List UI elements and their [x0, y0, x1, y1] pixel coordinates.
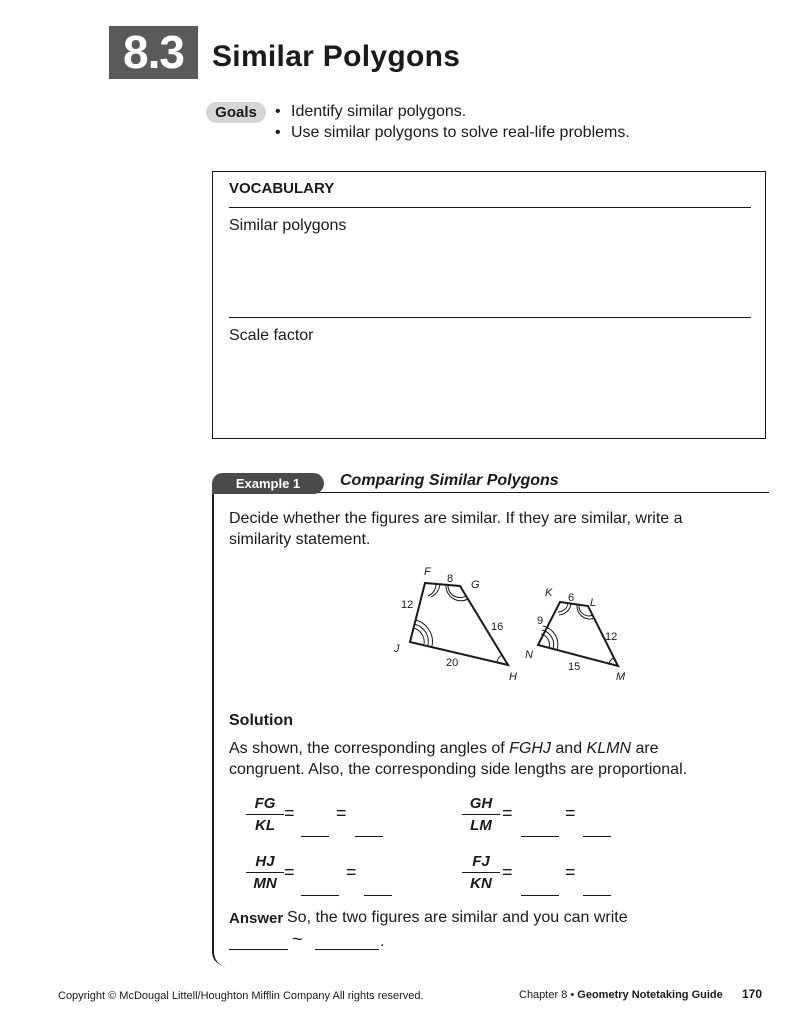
- vocab-term: Similar polygons: [229, 217, 347, 234]
- goal-item: • Identify similar polygons.: [275, 103, 467, 120]
- ratio-denominator: LM: [470, 817, 492, 834]
- side-label-fg: 8: [447, 573, 454, 585]
- solution-text-part: and: [550, 740, 587, 757]
- equals-sign: =: [284, 803, 295, 823]
- chapter-text: Chapter 8 •: [519, 989, 578, 1001]
- answer-blank: [583, 895, 611, 896]
- goals-label: Goals: [206, 102, 266, 123]
- solution-text: [229, 738, 759, 780]
- side-label-hj: 20: [446, 657, 459, 669]
- goal-text: Identify similar polygons.: [291, 103, 467, 120]
- answer-blank: [521, 895, 559, 896]
- ratio-numerator: HJ: [246, 853, 284, 873]
- answer-blank: [315, 949, 379, 950]
- section-number: 8.3: [109, 26, 198, 79]
- solution-text-part: As shown, the corresponding angles of: [229, 740, 510, 757]
- example-prompt: [229, 508, 759, 550]
- answer-blank: [364, 895, 392, 896]
- vertex-label-m: M: [616, 671, 626, 683]
- ratio-numerator: GH: [462, 795, 500, 815]
- example-bracket: [212, 476, 226, 966]
- angle-mark-j: [414, 624, 428, 645]
- angle-mark-j: [413, 628, 424, 644]
- equals-sign: =: [284, 862, 295, 882]
- side-label-mn: 15: [568, 661, 581, 673]
- divider: [229, 207, 751, 208]
- side-label-kl: 6: [568, 592, 575, 604]
- similar-polygons-figure: [390, 560, 640, 690]
- side-label-fj: 12: [401, 599, 414, 611]
- solution-heading: Solution: [229, 712, 293, 729]
- answer-blank: [583, 836, 611, 837]
- vertex-label-l: L: [590, 597, 597, 609]
- ratio-fj-kn: [462, 853, 500, 892]
- answer-period: .: [380, 933, 385, 950]
- similar-symbol: ~: [292, 929, 303, 949]
- vertex-label-k: K: [545, 587, 553, 599]
- equals-sign: =: [336, 803, 347, 823]
- answer-label: Answer: [229, 910, 284, 927]
- answer-blank: [521, 836, 559, 837]
- side-label-lm: 12: [605, 631, 618, 643]
- solution-text-part: are: [631, 740, 659, 757]
- answer-blank: [229, 949, 288, 950]
- ratio-hj-mn: [246, 853, 284, 892]
- equals-sign: =: [346, 862, 357, 882]
- example-title: Comparing Similar Polygons: [340, 472, 559, 489]
- ratio-fg-kl: [246, 795, 284, 834]
- ratio-denominator: MN: [253, 875, 277, 892]
- goal-item: • Use similar polygons to solve real-life problems.: [275, 124, 630, 141]
- ratio-denominator: KN: [470, 875, 492, 892]
- vocab-term: Scale factor: [229, 327, 314, 344]
- equals-sign: =: [502, 803, 513, 823]
- answer-blank: [301, 836, 329, 837]
- equals-sign: =: [502, 862, 513, 882]
- side-label-kn: 9: [537, 615, 544, 627]
- footer-chapter: [519, 989, 723, 1001]
- ratio-numerator: FG: [246, 795, 284, 815]
- equals-sign: =: [565, 803, 576, 823]
- copyright-text: Copyright © McDougal Littell/Houghton Mifflin Company All rights reserved.: [58, 990, 424, 1002]
- polygon-name: FGHJ: [509, 740, 551, 757]
- vertex-label-g: G: [471, 579, 480, 591]
- polygon-name: KLMN: [586, 740, 631, 757]
- prompt-line: similarity statement.: [229, 531, 371, 548]
- page-title: Similar Polygons: [212, 40, 461, 73]
- ratio-gh-lm: [462, 795, 500, 834]
- vertex-label-f: F: [424, 566, 431, 578]
- ratio-denominator: KL: [255, 817, 275, 834]
- ratio-numerator: FJ: [462, 853, 500, 873]
- side-label-gh: 16: [491, 621, 504, 633]
- divider: [229, 317, 751, 318]
- vocabulary-box: [212, 171, 766, 439]
- vertex-label-n: N: [525, 649, 533, 661]
- page-number: 170: [742, 987, 763, 1001]
- angle-mark-h: [497, 655, 502, 662]
- goal-text: Use similar polygons to solve real-life problems.: [291, 124, 630, 141]
- vertex-label-j: J: [394, 643, 400, 655]
- answer-blank: [301, 895, 339, 896]
- answer-blank: [355, 836, 383, 837]
- vocabulary-heading: VOCABULARY: [229, 180, 335, 197]
- prompt-line: Decide whether the figures are similar. If they are similar, write a: [229, 510, 683, 527]
- vertex-label-h: H: [509, 671, 517, 683]
- book-title: Geometry Notetaking Guide: [577, 989, 723, 1001]
- example-label: Example 1: [212, 473, 324, 494]
- answer-text: So, the two figures are similar and you can write: [287, 909, 628, 926]
- solution-text-part: congruent. Also, the corresponding side lengths are proportional.: [229, 761, 688, 778]
- equals-sign: =: [565, 862, 576, 882]
